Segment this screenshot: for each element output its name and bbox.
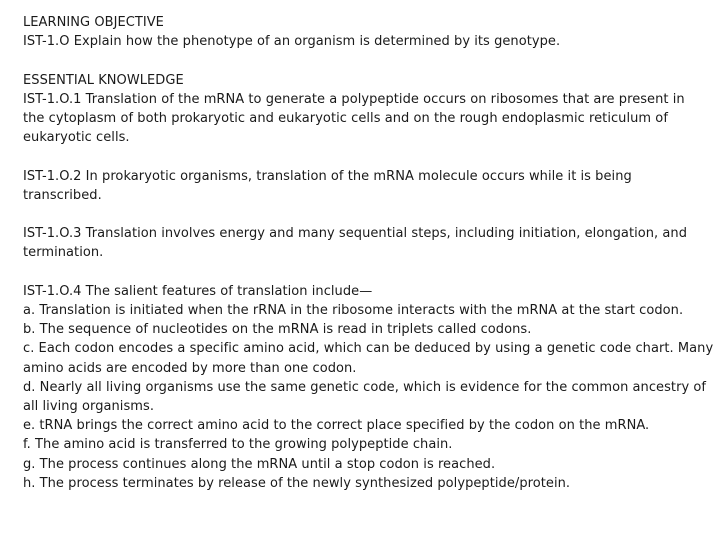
ek4-list-item: e. tRNA brings the correct amino acid to the correct place specified by the codon on the mRNA. [23, 418, 650, 434]
ek1-line: IST-1.O.1 Translation of the mRNA to generate a polypeptide occurs on ribosomes that are present in [23, 91, 685, 107]
ek4-list-item: h. The process terminates by release of the newly synthesized polypeptide/protein. [23, 475, 571, 491]
ek2-line: transcribed. [23, 187, 102, 203]
ek4-list-item: f. The amino acid is transferred to the growing polypeptide chain. [23, 437, 453, 453]
ek1-line: eukaryotic cells. [23, 130, 130, 146]
essential-knowledge-heading: ESSENTIAL KNOWLEDGE [23, 72, 184, 88]
ek4-list-item: a. Translation is initiated when the rRNA in the ribosome interacts with the mRNA at the start codon. [23, 302, 684, 318]
ek3-paragraph [23, 224, 703, 262]
ek3-line: IST-1.O.3 Translation involves energy and many sequential steps, including initiation, elongation, and [23, 226, 688, 242]
ek4-list-item: c. Each codon encodes a specific amino acid, which can be deduced by using a genetic code chart. Many [23, 341, 714, 357]
ek2-line: IST-1.O.2 In prokaryotic organisms, translation of the mRNA molecule occurs while it is being [23, 168, 632, 184]
ek4-list-item: g. The process continues along the mRNA until a stop codon is reached. [23, 456, 496, 472]
ek4-list-item: b. The sequence of nucleotides on the mRNA is read in triplets called codons. [23, 322, 532, 338]
learning-objective-text: IST-1.O Explain how the phenotype of an organism is determined by its genotype. [23, 34, 561, 50]
ek1-line: the cytoplasm of both prokaryotic and eukaryotic cells and on the rough endoplasmic reticulum of [23, 111, 668, 126]
ek4-list-item: all living organisms. [23, 399, 155, 414]
ek2-paragraph [23, 167, 703, 205]
document-body [23, 13, 714, 512]
ek3-line: termination. [23, 245, 104, 261]
ek4-list-item: amino acids are encoded by more than one codon. [23, 360, 357, 376]
ek4-list-item: d. Nearly all living organisms use the same genetic code, which is evidence for the common ancestry of [23, 379, 707, 395]
learning-objective-heading: LEARNING OBJECTIVE [23, 15, 164, 30]
ek4-intro: IST-1.O.4 The salient features of translation include— [23, 283, 373, 299]
essential-knowledge-section [23, 71, 703, 148]
learning-objective-section [23, 13, 703, 51]
ek4-paragraph [23, 282, 714, 493]
